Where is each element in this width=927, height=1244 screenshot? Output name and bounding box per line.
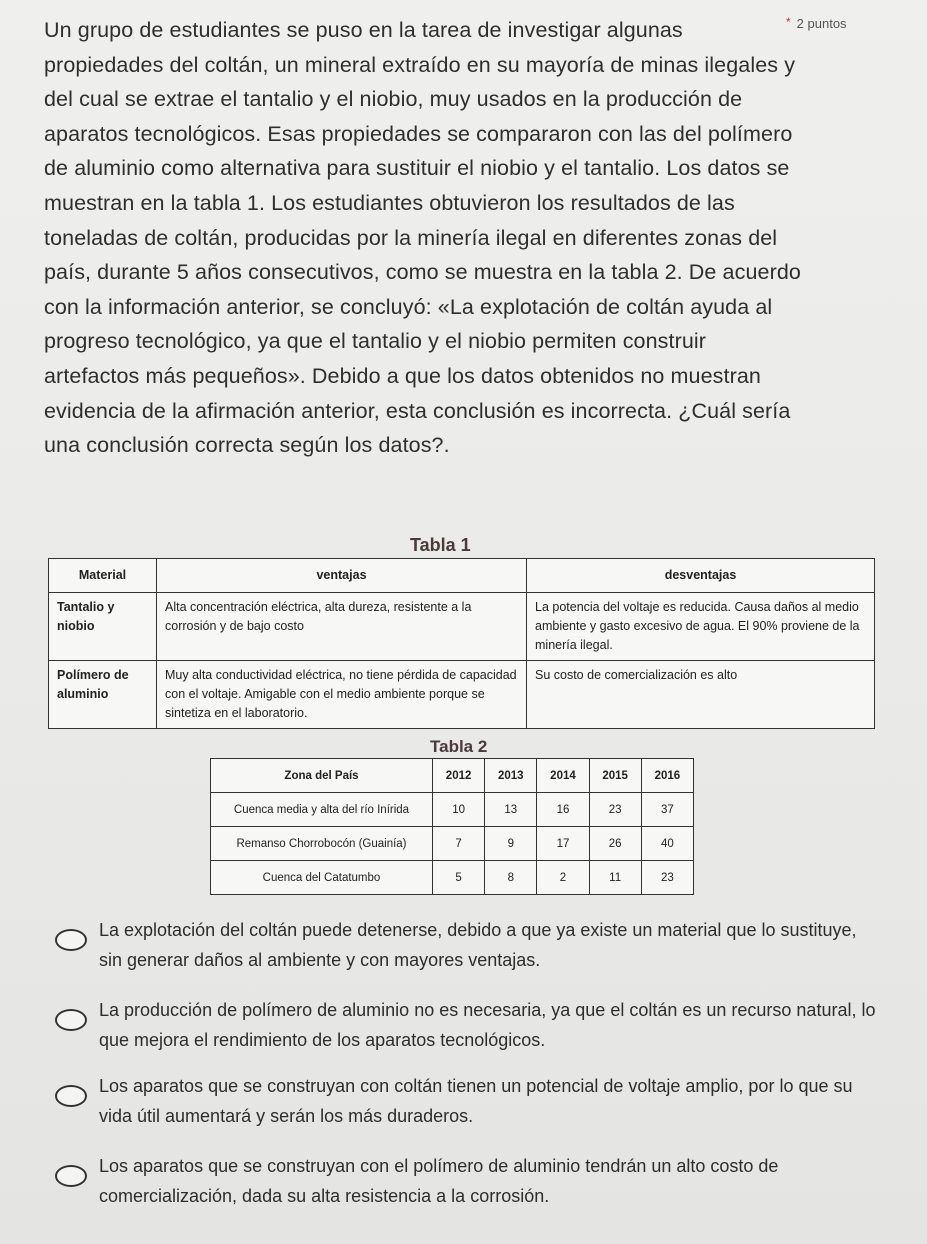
table2-cell-zone: Cuenca del Catatumbo: [211, 861, 433, 895]
answer-option-3[interactable]: [55, 1071, 875, 1131]
table2-cell-value: 11: [589, 861, 641, 895]
table-row: [211, 793, 694, 827]
radio-button[interactable]: [55, 929, 87, 951]
table1-cell-ventajas: Alta concentración eléctrica, alta dureza, resistente a la corrosión y de bajo costo: [157, 593, 527, 661]
table2: [210, 758, 694, 895]
answer-option-1[interactable]: [55, 915, 875, 975]
table1-header-ventajas: ventajas: [157, 559, 527, 593]
table2-cell-value: 17: [537, 827, 589, 861]
table-row: [49, 593, 875, 661]
table2-cell-value: 9: [485, 827, 537, 861]
table2-cell-value: 16: [537, 793, 589, 827]
table2-cell-zone: Cuenca media y alta del río Inírida: [211, 793, 433, 827]
answer-option-4[interactable]: [55, 1151, 875, 1211]
radio-button[interactable]: [55, 1009, 87, 1031]
table2-cell-value: 7: [433, 827, 485, 861]
table2-cell-value: 8: [485, 861, 537, 895]
question-text: Un grupo de estudiantes se puso en la tarea de investigar algunas propiedades del coltán, un mineral extraído en su mayoría de minas ilegales y del cual se extrae el tantalio y el niobio, muy usados en la producción de aparatos tecnológicos. Esas propiedades se compararon con las del polímero de aluminio como alternativa para sustituir el niobio y el tantalio. Los datos se muestran en la tabla 1. Los estudiantes obtuvieron los resultados de las toneladas de coltán, producidas por la minería ilegal en diferentes zonas del país, durante 5 años consecutivos, como se muestra en la tabla 2. De acuerdo con la información anterior, se concluyó: «La explotación de coltán ayuda al progreso tecnológico, ya que el tantalio y el niobio permiten construir artefactos más pequeños». Debido a que los datos obtenidos no muestran evidencia de la afirmación anterior, esta conclusión es incorrecta. ¿Cuál sería una conclusión correcta según los datos?.: [44, 18, 801, 458]
table2-header-year: 2014: [537, 759, 589, 793]
table2-cell-value: 5: [433, 861, 485, 895]
table1: [48, 558, 875, 729]
answer-option-label[interactable]: La producción de polímero de aluminio no es necesaria, ya que el coltán es un recurso natural, lo que mejora el rendimiento de los aparatos tecnológicos.: [99, 1000, 876, 1050]
table1-cell-material: Polímero de aluminio: [49, 661, 157, 729]
table2-cell-value: 37: [641, 793, 693, 827]
points-label: 2 puntos: [796, 16, 847, 31]
answer-option-label[interactable]: Los aparatos que se construyan con el polímero de aluminio tendrán un alto costo de comercialización, dada su alta resistencia a la corrosión.: [99, 1156, 779, 1206]
table-row: [49, 661, 875, 729]
table2-cell-value: 23: [589, 793, 641, 827]
table2-cell-zone: Remanso Chorrobocón (Guainía): [211, 827, 433, 861]
table2-header-year: 2013: [485, 759, 537, 793]
table-header-row: [49, 559, 875, 593]
table1-cell-desventajas: La potencia del voltaje es reducida. Causa daños al medio ambiente y gasto excesivo de agua. El 90% proviene de la minería ilegal.: [527, 593, 875, 661]
table2-header-year: 2016: [641, 759, 693, 793]
table2-cell-value: 2: [537, 861, 589, 895]
radio-button[interactable]: [55, 1085, 87, 1107]
table2-title: Tabla 2: [430, 737, 488, 756]
table1-header-desventajas: desventajas: [527, 559, 875, 593]
points-indicator: [786, 16, 847, 31]
table1-cell-desventajas: Su costo de comercialización es alto: [527, 661, 875, 729]
table1-cell-material: Tantalio y niobio: [49, 593, 157, 661]
table2-cell-value: 26: [589, 827, 641, 861]
table2-cell-value: 23: [641, 861, 693, 895]
answer-option-label[interactable]: La explotación del coltán puede detenerse, debido a que ya existe un material que lo sustituye, sin generar daños al ambiente y con mayores ventajas.: [99, 920, 857, 970]
table2-cell-value: 10: [433, 793, 485, 827]
table1-header-material: Material: [49, 559, 157, 593]
table-row: [211, 861, 694, 895]
answer-option-label[interactable]: Los aparatos que se construyan con coltán tienen un potencial de voltaje amplio, por lo que su vida útil aumentará y serán los más duraderos.: [99, 1076, 853, 1126]
table2-cell-value: 40: [641, 827, 693, 861]
table2-header-zona: Zona del País: [211, 759, 433, 793]
table1-cell-ventajas: Muy alta conductividad eléctrica, no tiene pérdida de capacidad con el voltaje. Amigable con el medio ambiente porque se sintetiza en el laboratorio.: [157, 661, 527, 729]
required-mark: *: [786, 15, 791, 29]
table1-title: Tabla 1: [410, 535, 471, 555]
table2-cell-value: 13: [485, 793, 537, 827]
table2-header-year: 2012: [433, 759, 485, 793]
answer-option-2[interactable]: [55, 995, 875, 1055]
table-header-row: [211, 759, 694, 793]
table-row: [211, 827, 694, 861]
radio-button[interactable]: [55, 1165, 87, 1187]
table2-header-year: 2015: [589, 759, 641, 793]
